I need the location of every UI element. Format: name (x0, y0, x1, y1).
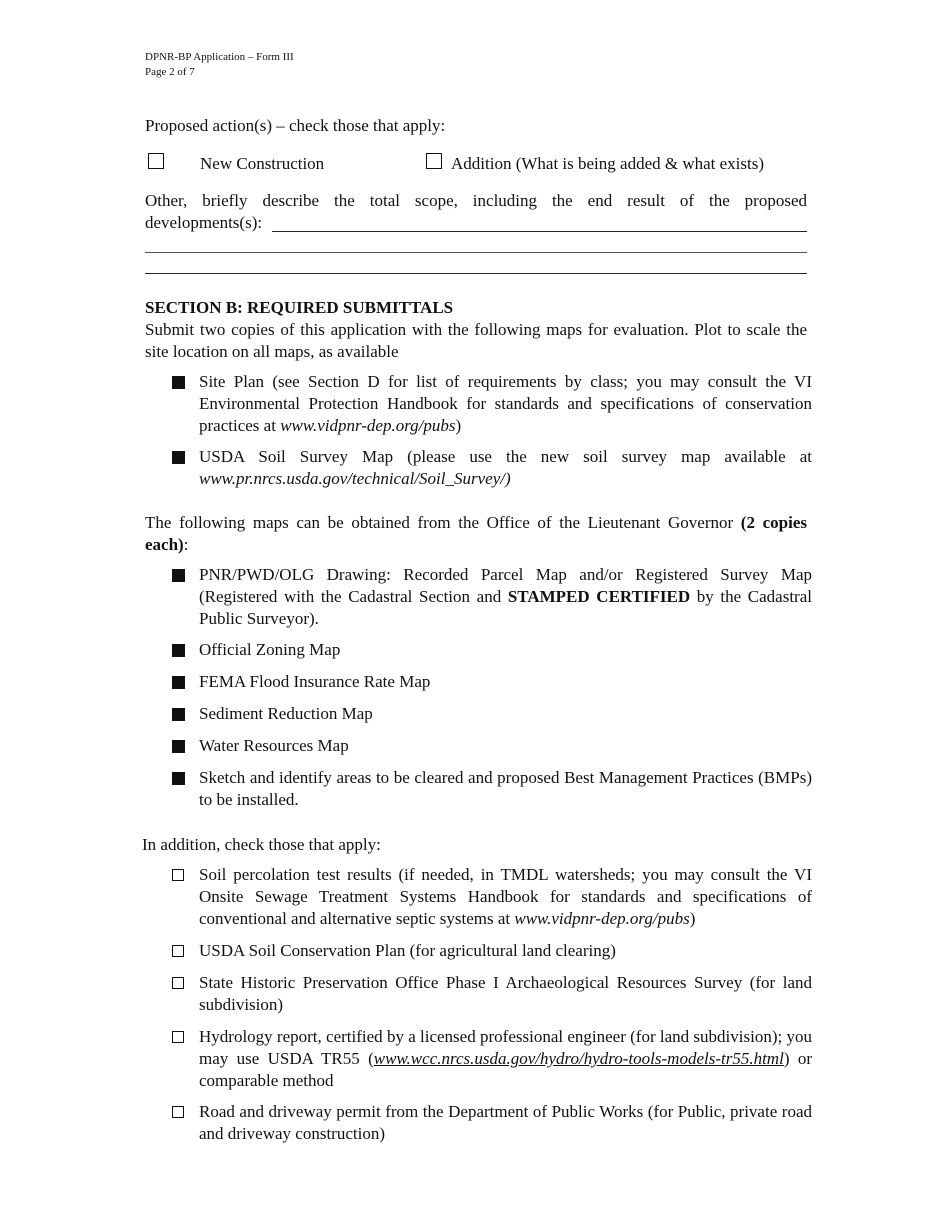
square-bullet-icon (172, 772, 185, 785)
addition-label: Addition (What is being added & what exists) (451, 154, 765, 173)
additional-intro: In addition, check those that apply: (142, 835, 381, 854)
historic-preservation-checkbox[interactable] (172, 977, 184, 989)
link-text[interactable]: www.vidpnr-dep.org/pubs (514, 909, 690, 928)
square-bullet-icon (172, 708, 185, 721)
square-bullet-icon (172, 676, 185, 689)
list-item: Sediment Reduction Map (172, 703, 812, 725)
new-construction-label: New Construction (200, 154, 325, 173)
square-bullet-icon (172, 740, 185, 753)
link-text[interactable]: www.vidpnr-dep.org/pubs (280, 416, 456, 435)
other-scope-input-line-3[interactable] (145, 273, 807, 274)
checklist-item: Hydrology report, certified by a licensed professional engineer (for land subdivision); you may use USDA TR55 (www.wcc.nrcs.usda.gov/hydro/hydro-tools-models-tr55.html) or comparable method (172, 1026, 812, 1092)
other-scope-label-line2: developments(s): (145, 213, 263, 232)
soil-conservation-checkbox[interactable] (172, 945, 184, 957)
proposed-actions-prompt: Proposed action(s) – check those that apply: (145, 116, 446, 135)
olg-intro: The following maps can be obtained from the Office of the Lieutenant Governor (2 copies each): (145, 513, 807, 554)
new-construction-checkbox[interactable] (148, 153, 164, 169)
list-item: Official Zoning Map (172, 639, 812, 661)
road-permit-checkbox[interactable] (172, 1106, 184, 1118)
soil-percolation-checkbox[interactable] (172, 869, 184, 881)
list-item: USDA Soil Survey Map (please use the new soil survey map available at www.pr.nrcs.usda.gov/technical/Soil_Survey/) (172, 446, 812, 490)
other-scope-input-line-2[interactable] (145, 252, 807, 253)
list-item: Sketch and identify areas to be cleared and proposed Best Management Practices (BMPs) to be installed. (172, 767, 812, 811)
square-bullet-icon (172, 451, 185, 464)
square-bullet-icon (172, 644, 185, 657)
list-item: Water Resources Map (172, 735, 812, 757)
link-text[interactable]: www.wcc.nrcs.usda.gov/hydro/hydro-tools-models-tr55.html (373, 1049, 784, 1068)
checklist-item: Soil percolation test results (if needed, in TMDL watersheds; you may consult the VI Onsite Sewage Treatment Systems Handbook for standards and specifications of conventional and alternative septic systems at www.vidpnr-dep.org/pubs) (172, 864, 812, 930)
list-item: Site Plan (see Section D for list of requirements by class; you may consult the VI Environmental Protection Handbook for standards and specifications of conservation practices at www.vidpnr-dep.org/pubs) (172, 371, 812, 437)
list-item: FEMA Flood Insurance Rate Map (172, 671, 812, 693)
checklist-item: Road and driveway permit from the Department of Public Works (for Public, private road and driveway construction) (172, 1101, 812, 1145)
checklist-item: USDA Soil Conservation Plan (for agricultural land clearing) (172, 940, 812, 962)
square-bullet-icon (172, 376, 185, 389)
page-number: Page 2 of 7 (145, 66, 195, 78)
other-scope-label-line1: Other, briefly describe the total scope, including the end result of the proposed (145, 191, 807, 210)
page-header (145, 50, 294, 80)
other-scope-input-line-1[interactable] (272, 231, 807, 232)
form-title: DPNR-BP Application – Form III (145, 51, 294, 63)
checklist-item: State Historic Preservation Office Phase I Archaeological Resources Survey (for land subdivision) (172, 972, 812, 1016)
section-b-intro: Submit two copies of this application with the following maps for evaluation. Plot to scale the site location on all maps, as available (145, 320, 807, 361)
list-item: PNR/PWD/OLG Drawing: Recorded Parcel Map and/or Registered Survey Map (Registered with the Cadastral Section and STAMPED CERTIFIED by the Cadastral Public Surveyor). (172, 564, 812, 630)
section-b-heading: SECTION B: REQUIRED SUBMITTALS (145, 298, 454, 317)
link-text[interactable]: www.pr.nrcs.usda.gov/technical/Soil_Survey/) (199, 469, 511, 488)
square-bullet-icon (172, 569, 185, 582)
addition-checkbox[interactable] (426, 153, 442, 169)
hydrology-report-checkbox[interactable] (172, 1031, 184, 1043)
